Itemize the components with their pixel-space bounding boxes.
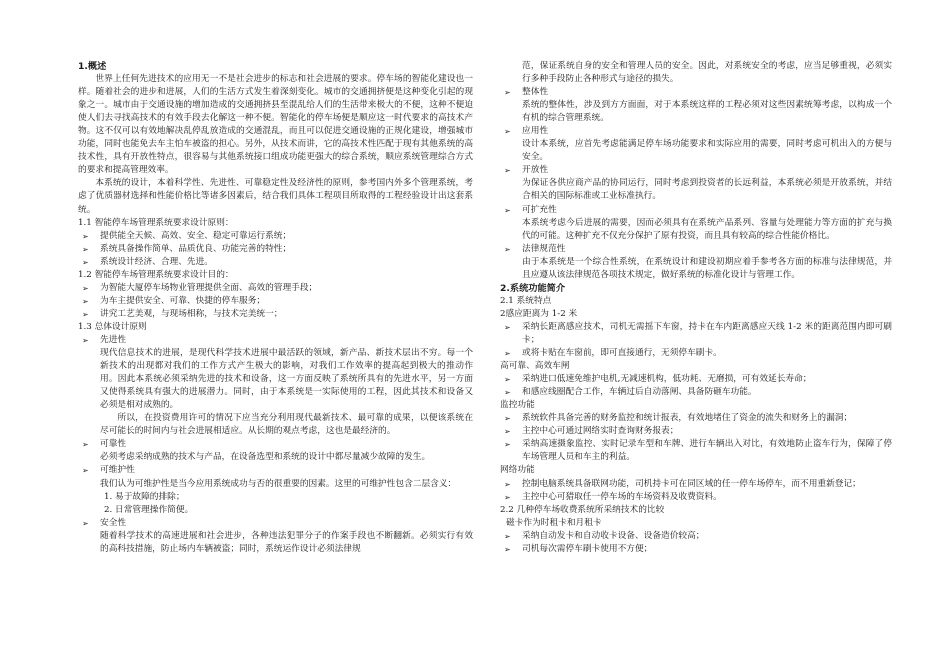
bullet-arrow-icon: ➢ [504,388,511,398]
section-1-paragraph-2: 本系统的设计，本着科学性、先进性、可靠稳定性及经济性的原则，参考国内外多个管理系统，考虑了优质器材选择和性能价格比等诸多因素后，结合我们具体工程项目所取得的工程经验设计出这套系统。 [78,178,473,215]
bullet-arrow-icon: ➢ [82,466,89,476]
bullet-item: ➢ 讲究工艺美观，与现场相称，与技术完美统一； [78,308,473,321]
bullet-item: ➢ 主控中心可通过网络实时查询财务报表； [500,425,892,438]
principle-maintainability-text: 我们认为可维护性是当今应用系统成功与否的很重要的因素。这里的可维护性包含二层含义： [100,478,457,489]
bullet-arrow-icon: ➢ [82,440,89,450]
bullet-arrow-icon: ➢ [82,231,89,241]
bullet-item: ➢ 系统具备操作简单、品质优良、功能完善的特性； [78,243,473,256]
bullet-item: ➢ 系统软件具备完善的财务监控和统计报表，有效地堵住了资金的流失和财务上的漏洞； [500,412,892,425]
feature-monitor-subtitle: 监控功能 [500,400,535,411]
principle-openness-text: 为保证各供应商产品的协同运行，同时考虑到投资者的长远利益，本系统必须是开放系统，并结合相关的国际标准或工业标准执行。 [522,178,892,202]
maintainability-item-2: 2. 日常管理操作简便。 [104,504,194,515]
bullet-arrow-icon: ➢ [504,531,511,541]
bullet-arrow-icon: ➢ [504,427,511,437]
bullet-arrow-icon: ➢ [82,335,89,345]
security-text-continued: 范，保证系统自身的安全和管理人员的安全。因此，对系统安全的考虑，应当足够重视，必须实行多种手段防止各种形式与途径的损失。 [522,61,892,85]
bullet-item: ➢ 和感应线圈配合工作，车辆过后自动落闸、具备防砸车功能。 [500,386,892,399]
bullet-arrow-icon: ➢ [82,518,89,528]
section-1-title: 1.概述 [78,61,107,72]
principle-expandability-label: ➢ 可扩充性 [500,204,892,217]
bullet-item: ➢ 采纳进口低速免维护电机,无减速机构，低功耗、无磨损，可有效延长寿命； [500,373,892,386]
bullet-item: ➢ 为智能大厦停车场物业管理提供全面、高效的管理手段； [78,282,473,295]
principle-reliability-text: 必须考虑采纳成熟的技术与产品，在设备选型和系统的设计中都尽量减少故障的发生。 [100,452,431,463]
bullet-arrow-icon: ➢ [82,244,89,254]
right-column [500,60,892,556]
bullet-arrow-icon: ➢ [82,257,89,267]
principle-maintainability-label: ➢ 可维护性 [78,464,473,477]
feature-gate-subtitle: 高可靠、高效车闸 [500,361,570,372]
principle-security-text: 随着科学技术的高速进展和社会进步，各种违法犯罪分子的作案手段也不断翻新。必须实行有效的高科技措施，防止场内车辆被盗；同时，系统运作设计必须法律规 [100,530,473,554]
principle-legality-text: 由于本系统是一个综合性系统，在系统设计和建设初期应着手参考各方面的标准与法律规范，并且应遵从该法律规范各项技术规定，做好系统的标准化设计与管理工作。 [522,256,892,280]
section-1-3-title: 1.3 总体设计原则 [78,321,147,332]
bullet-item: ➢ 为车主提供安全、可靠、快捷的停车服务； [78,295,473,308]
principle-integrity-text: 系统的整体性，涉及到方方面面，对于本系统这样的工程必须对这些因素统筹考虑，以构成一个有机的综合管理系统。 [522,100,892,124]
section-2-title: 2.系统功能简介 [500,282,566,294]
principle-applicability-label: ➢ 应用性 [500,125,892,138]
bullet-arrow-icon: ➢ [504,414,511,424]
maintainability-item-1: 1. 易于故障的排除； [104,491,185,502]
bullet-arrow-icon: ➢ [504,88,511,98]
bullet-arrow-icon: ➢ [82,296,89,306]
bullet-arrow-icon: ➢ [504,349,511,359]
bullet-arrow-icon: ➢ [82,309,89,319]
bullet-arrow-icon: ➢ [504,244,511,254]
principle-advanced-text: 现代信息技术的进展，是现代科学技术进展中最活跃的领域，新产品、新技术层出不穷。每一个新技术的出现都对我们的工作方式产生极大的影响，对我们工作效率的提高起到极大的推动作用。因此本系统必须采纳先进的技术和设备，这一方面反映了系统所具有的先进水平，另一方面又使得系统具有强大的进展潜力。同时，由于本系统是一实际使用的工程，因此其技术和设备又必须是相对成熟的。 [100,348,473,411]
magcard-subtitle: 磁卡作为时租卡和月租卡 [506,517,602,528]
bullet-arrow-icon: ➢ [504,127,511,137]
section-2-2-title: 2.2 几种停车场收费系统所采纳技术的比较 [500,504,665,515]
principle-reliability-label: ➢ 可靠性 [78,438,473,451]
section-1-paragraph-1: 世界上任何先进技术的应用无一不是社会进步的标志和社会进展的要求。停车场的智能化建设也一样。随着社会的进步和进展，人们的生活方式发生着深刻变化。城市的交通拥挤便是这种变化引起的现象之一。城市由于交通设施的增加造成的交通拥挤县至混乱给人们的生活带来极大的不便，这种不便迫使人们去寻找高技术的有效手段去化解这一种不便。智能化的停车场便是顺应这一时代要求的高技术产物。这不仅可以有效地解决乱停乱放造成的交通混乱，而且可以促进交通设施的正规化建设，增强城市功能，同时也能免去车主怕车被盗的担心。另外，从技术而讲，它的高技术性匹配于现有其他系统的高技术性，具有开放性特点，很容易与其他系统接口组成功能更强大的综合系统，顺应系统管理综合方式的要求和提高管理效率。 [78,74,473,176]
bullet-item: ➢ 主控中心可猎取任一停车场的车场资料及收费资料。 [500,491,892,504]
principle-legality-label: ➢ 法律规范性 [500,243,892,256]
bullet-arrow-icon: ➢ [504,492,511,502]
principle-integrity-label: ➢ 整体性 [500,86,892,99]
principle-applicability-text: 设计本系统，应首先考虑能满足停车场功能要求和实际应用的需要，同时考虑可机出入的方便与安全。 [522,139,892,163]
bullet-arrow-icon: ➢ [504,375,511,385]
bullet-item: ➢ 系统设计经济、合理、先进。 [78,256,473,269]
bullet-item: ➢ 采纳高速摄象监控、实时记录车型和车牌、进行车辆出入对比，有效地防止盗车行为，保障了停车场管理人员和车主的利益。 [504,439,892,463]
principle-advanced-label: ➢ 先进性 [78,334,473,347]
bullet-item: ➢ 司机每次需停车刷卡使用不方便； [500,543,892,556]
bullet-arrow-icon: ➢ [82,283,89,293]
section-1-1-title: 1.1 智能停车场管理系统要求设计原则： [78,217,234,228]
bullet-arrow-icon: ➢ [504,322,511,332]
bullet-arrow-icon: ➢ [504,440,511,450]
feature-range-subtitle: 2感应距离为 1-2 米 [500,308,578,319]
principle-advanced-text-2: 所以，在投资费用许可的情况下应当充分利用现代最新技术、最可靠的成果，以便该系统在尽可能长的时间内与社会进展相适应。从长期的观点考虑，这也是最经济的。 [100,413,473,437]
bullet-arrow-icon: ➢ [504,479,511,489]
bullet-item: ➢ 采纳长距离感应技术，司机无需摇下车窗，持卡在车内距离感应天线 1-2 米的距离范围内即可刷卡； [504,321,892,345]
principle-expandability-text: 本系统考虑今后进展的需要，因而必须具有在系统产品系列、容量与处理能力等方面的扩充与换代的可能。这种扩充不仅充分保护了原有投资，而且具有较高的综合性能价格比。 [522,217,892,241]
bullet-arrow-icon: ➢ [504,544,511,554]
section-1-2-title: 1.2 智能停车场管理系统要求设计目的： [78,269,234,280]
left-column [78,60,473,556]
bullet-item: ➢ 或将卡贴在车窗前，即可直接通行，无须停车刷卡。 [500,347,892,360]
principle-openness-label: ➢ 开放性 [500,164,892,177]
bullet-item: ➢ 控制电脑系统具备联网功能，司机持卡可在同区域的任一停车场停车，而不用重新登记； [500,478,892,491]
bullet-item: ➢ 采纳自动发卡和自动收卡设备、设备造价较高； [500,530,892,543]
bullet-arrow-icon: ➢ [504,205,511,215]
feature-network-subtitle: 网络功能 [500,465,535,476]
principle-security-label: ➢ 安全性 [78,517,473,530]
bullet-item: ➢ 提供能全天候、高效、安全、稳定可靠运行系统； [78,230,473,243]
bullet-arrow-icon: ➢ [504,166,511,176]
section-2-1-title: 2.1 系统特点 [500,295,552,306]
